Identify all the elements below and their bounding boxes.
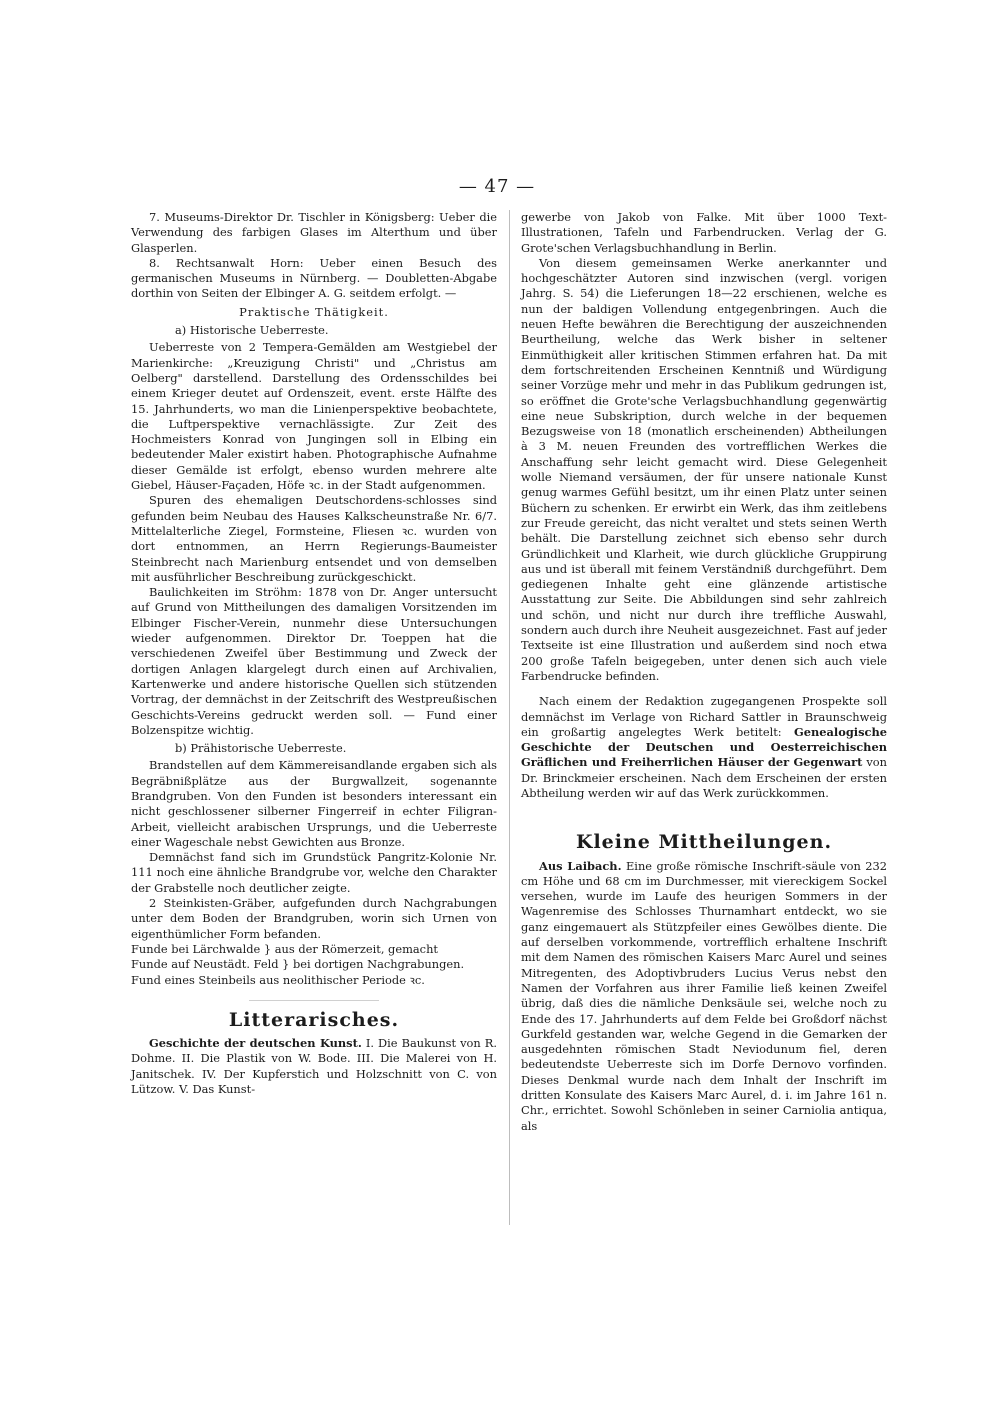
section-heading-litterarisches: Litterarisches. xyxy=(228,1008,400,1031)
paragraph: 2 Steinkisten-Gräber, aufgefunden durch Nachgrabungen unter dem Boden der Brandgruben, worin sich Urnen von eigenthümlicher Form befanden. xyxy=(131,896,497,941)
item-8: 8. Rechtsanwalt Horn: Ueber einen Besuch des germanischen Museums in Nürnberg. — Doubletten-Abgabe dorthin von Seiten der Elbinger A. G. seitdem erfolgt. — xyxy=(131,255,497,301)
item-7: 7. Museums-Direktor Dr. Tischler in Königsberg: Ueber die Verwendung des farbigen Glases im Alterthum und über Glasperlen. xyxy=(131,210,497,255)
divider xyxy=(249,1000,379,1001)
find-line: Fund eines Steinbeils aus neolithischer Periode ꝛc. xyxy=(131,972,425,987)
paragraph xyxy=(521,859,887,1134)
column-rule xyxy=(509,210,510,1225)
paragraph xyxy=(521,694,887,801)
paragraph: Spuren des ehemaligen Deutschordens-schlosses sind gefunden beim Neubau des Hauses Kalkscheunstraße Nr. 6/7. Mittelalterliche Ziegel, Formsteine, Fliesen ꝛc. wurden von dort entnommen, an Herrn Regierungs-Baumeister Steinbrecht nach Marienburg entsendet und von demselben mit ausführlicher Beschreibung zurückgeschickt. xyxy=(131,493,497,584)
page-number: — 47 — xyxy=(458,176,536,197)
place-heading: Aus Laibach. xyxy=(539,858,622,873)
subsection-heading-b: b) Prähistorische Ueberreste. xyxy=(175,741,347,756)
spacer xyxy=(521,684,887,694)
article-text: Eine große römische Inschrift-säule von 232 cm Höhe und 68 cm im Durchmesser, mit viereckigem Sockel versehen, wurde im Laufe des heurigen Sommers in der Wagenremise des Schlosses Thurnamhart entdeckt, wo sie ganz eingemauert als Stützpfeiler eines Gewölbes diente. Die auf derselben vorkommende, vortrefflich erhaltene Inschrift mit dem Namen des römischen Kaisers Marc Aurel und seines Mitregenten, des Adoptivbruders Lucius Verus nebst den Namen der Vorfahren aus ihrer Familie ließ keinen Zweifel übrig, daß dies die nämliche Denksäule sei, welche noch zu Ende des 17. Jahrhunderts auf dem Felde bei Großdorf nächst Gurkfeld gestanden war, welche Gegend in die Gemarken der ausgedehnten römischen Stadt Neviodunum fiel, deren bedeutendste Ueberreste sich im Dorfe Dernovo vorfinden. Dieses Denkmal wurde nach dem Inhalt der Inschrift im dritten Konsulate des Kaisers Marc Aurel, d. i. im Jahre 161 n. Chr., errichtet. Sowohl Schönleben in seiner Carniolia antiqua, als xyxy=(521,858,888,1133)
paragraph: Baulichkeiten im Ströhm: 1878 von Dr. Anger untersucht auf Grund von Mittheilungen des damaligen Vorsitzenden im Elbinger Fischer-Verein, nunmehr diese Untersuchungen wieder aufgenommen. Direktor Dr. Toeppen hat die verschiedenen Zweifel über Bestimmung und Zweck der dortigen Anlagen klargelegt durch einen auf Archivalien, Kartenwerke und andere historische Quellen sich stützenden Vortrag, der demnächst in der Zeitschrift des Westpreußischen Geschichts-Vereins gedruckt werden soll. — Fund einer Bolzenspitze wichtig. xyxy=(131,585,497,737)
prospekt-text-end: von Dr. Brinckmeier erscheinen. Nach dem Erscheinen der ersten Abtheilung werden wir auf das Werk zurückkommen. xyxy=(521,755,887,800)
book-description: I. Die Baukunst von R. Dohme. II. Die Plastik von W. Bode. III. Die Malerei von H. Janitschek. IV. Der Kupferstich und Holzschnitt von C. von Lützow. V. Das Kunst- xyxy=(131,1036,497,1097)
find-line: Funde auf Neustädt. Feld } bei dortigen Nachgrabungen. xyxy=(131,957,465,972)
section-heading-praktische: Praktische Thätigkeit. xyxy=(239,304,389,319)
spacer xyxy=(521,801,887,823)
book-title: Geschichte der deutschen Kunst. xyxy=(149,1036,362,1051)
paragraph: Demnächst fand sich im Grundstück Pangritz-Kolonie Nr. 111 noch eine ähnliche Brandgrube vor, welche den Charakter der Grabstelle noch deutlicher zeigte. xyxy=(131,850,497,895)
paragraph: Ueberreste von 2 Tempera-Gemälden am Westgiebel der Marienkirche: „Kreuzigung Christi" und „Christus am Oelberg" darstellend. Darstellung des Ordensschildes bei einem Krieger deutet auf Ordenszeit, event. erste Hälfte des 15. Jahrhunderts, wo man die Linienperspektive beobachtete, die Luftperspektive vernachlässigte. Zur Zeit des Hochmeisters Konrad von Jungingen soll in Elbing ein bedeutender Maler existirt haben. Photographische Aufnahme dieser Gemälde ist erfolgt, ebenso wurden mehrere alte Giebel, Häuser-Façaden, Höfe ꝛc. in der Stadt aufgenommen. xyxy=(131,340,497,493)
prospekt-text: Nach einem der Redaktion zugegangenen Prospekte soll demnächst im Verlage von Richard Sattler in Braunschweig ein großartig angelegtes Werk betitelt: xyxy=(521,694,887,739)
find-line: Funde bei Lärchwalde } aus der Römerzeit, gemacht xyxy=(131,941,438,956)
paragraph: Brandstellen auf dem Kämmereisandlande ergaben sich als Begräbnißplätze aus der Burgwallzeit, sogenannte Brandgruben. Von den Funden ist besonders interessant ein nicht geschlossener silberner Fingerreif in echter Filigran-Arbeit, vielleicht arabischen Ursprungs, und die Ueberreste einer Wageschale nebst Gewichten aus Bronze. xyxy=(131,758,497,849)
work-title: Genealogische Geschichte der Deutschen und Oesterreichischen Gräflichen und Freiherrlichen Häuser der Gegenwart xyxy=(521,724,887,770)
paragraph: Von diesem gemeinsamen Werke anerkannter und hochgeschätzter Autoren sind inzwischen (vergl. vorigen Jahrg. S. 54) die Lieferungen 18—22 erschienen, welche es nun der baldigen Vollendung entgegenbringen. Auch die neuen Hefte bewähren die Berechtigung der auszeichnenden Beurtheilung, welche das Werk bisher in seltener Einmüthigkeit aller kritischen Stimmen erfahren hat. Da mit dem fortschreitenden Erscheinen Kenntniß und Würdigung seiner Vorzüge mehr und mehr in das Publikum gedrungen ist, so eröffnet die Grote'sche Verlagsbuchhandlung gegenwärtig eine neue Subskription, durch welche in der bequemen Bezugsweise von 18 (monatlich erscheinenden) Abtheilungen à 3 M. neuen Freunden des vortrefflichen Werkes die Anschaffung sehr leicht gemacht wird. Diese Gelegenheit wolle Niemand versäumen, der für unsere nationale Kunst genug warmes Gefühl besitzt, um ihr einen Platz unter seinen Büchern zu schenken. Er erwirbt ein Werk, das ihm zeitlebens zur Freude gereicht, das nicht veraltet und stets seinen Werth behält. Die Darstellung zeichnet sich ebenso sehr durch Gründlichkeit und Klarheit, wie durch glückliche Gruppirung aus und ist überall mit feinem Verständniß durchgeführt. Dem gediegenen Inhalte geht eine glänzende artistische Ausstattung zur Seite. Die Abbildungen sind sehr zahlreich und schön, und nicht nur durch ihre treffliche Auswahl, sondern auch durch ihre Neuheit ausgezeichnet. Fast auf jeder Textseite ist eine Illustration und außerdem sind noch etwa 200 große Tafeln beigegeben, unter denen sich auch viele Farbendrucke befinden. xyxy=(521,255,887,683)
paragraph: gewerbe von Jakob von Falke. Mit über 1000 Text-Illustrationen, Tafeln und Farbendrucken. Verlag der G. Grote'schen Verlagsbuchhandlung in Berlin. xyxy=(521,210,887,255)
subsection-heading-a: a) Historische Ueberreste. xyxy=(175,323,329,338)
paragraph xyxy=(131,1036,497,1097)
right-column xyxy=(521,210,887,1134)
section-heading-kleine-mittheilungen: Kleine Mittheilungen. xyxy=(575,831,833,854)
left-column xyxy=(131,210,497,1097)
